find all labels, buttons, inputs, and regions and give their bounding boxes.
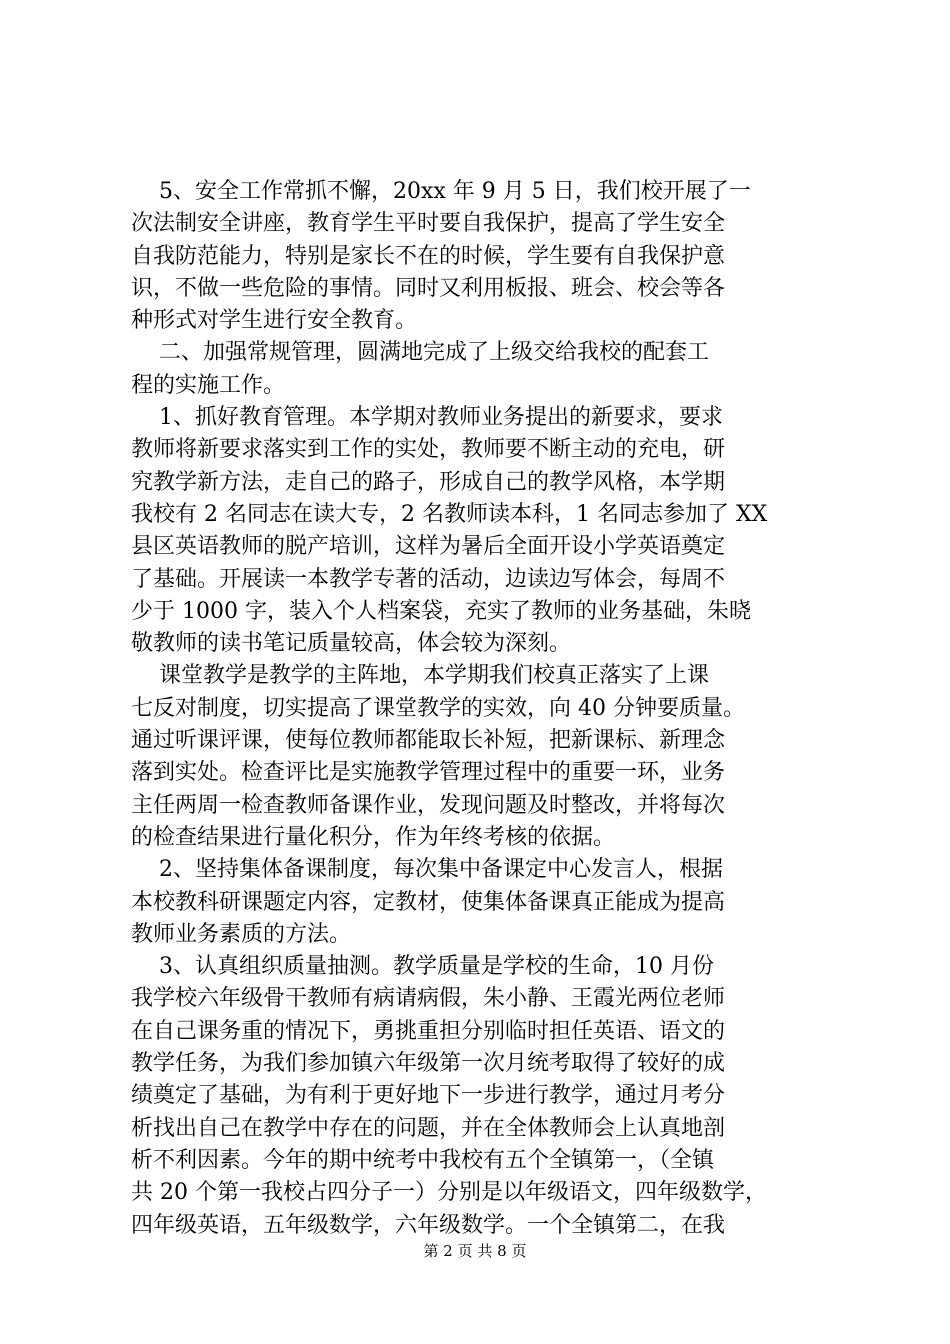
text-line: 二、加强常规管理，圆满地完成了上级交给我校的配套工 — [131, 340, 709, 366]
text-line: 析找出自己在教学中存在的问题，并在全体教师会上认真地剖 — [131, 1115, 726, 1141]
text-line: 5、安全工作常抓不懈，20xx 年 9 月 5 日，我们校开展了一 — [131, 179, 751, 204]
text-line: 县区英语教师的脱产培训，这样为暑后全面开设小学英语奠定 — [131, 534, 726, 560]
text-line: 自我防范能力，特别是家长不在的时候，学生要有自我保护意 — [131, 243, 726, 269]
document-body — [131, 176, 831, 1242]
text-line: 四年级英语，五年级数学，六年级数学。一个全镇第二，在我 — [131, 1212, 726, 1238]
text-line: 析不利因素。今年的期中统考中我校有五个全镇第一，（全镇 — [131, 1147, 715, 1173]
text-line: 绩奠定了基础，为有利于更好地下一步进行教学，通过月考分 — [131, 1083, 726, 1109]
text-line: 主任两周一检查教师备课作业，发现问题及时整改，并将每次 — [131, 792, 726, 818]
text-line: 教师将新要求落实到工作的实处，教师要不断主动的充电，研 — [131, 437, 726, 463]
text-line: 究教学新方法，走自己的路子，形成自己的教学风格，本学期 — [131, 469, 726, 495]
text-line: 的检查结果进行量化积分，作为年终考核的依据。 — [131, 824, 616, 850]
text-line: 共 20 个第一我校占四分子一）分别是以年级语文，四年级数学， — [131, 1180, 767, 1206]
text-line: 敬教师的读书笔记质量较高，体会较为深刻。 — [131, 631, 572, 657]
text-line: 课堂教学是教学的主阵地，本学期我们校真正落实了上课 — [131, 663, 709, 689]
text-line: 我学校六年级骨干教师有病请病假，朱小静、王霞光两位老师 — [131, 986, 726, 1012]
text-line: 种形式对学生进行安全教育。 — [131, 308, 418, 334]
text-line: 程的实施工作。 — [131, 372, 286, 398]
text-line: 次法制安全讲座，教育学生平时要自我保护，提高了学生安全 — [131, 211, 726, 237]
text-line: 通过听课评课，使每位教师都能取长补短，把新课标、新理念 — [131, 728, 726, 754]
text-line: 七反对制度，切实提高了课堂教学的实效，向 40 分钟要质量。 — [131, 695, 745, 721]
page-footer: 第 2 页 共 8 页 — [423, 1242, 527, 1260]
text-line: 少于 1000 字，装入个人档案袋，充实了教师的业务基础，朱晓 — [131, 598, 751, 624]
text-line: 了基础。开展读一本教学专著的活动，边读边写体会，每周不 — [131, 566, 726, 592]
text-line: 识，不做一些危险的事情。同时又利用板报、班会、校会等各 — [131, 275, 726, 301]
text-line: 教学任务，为我们参加镇六年级第一次月统考取得了较好的成 — [131, 1051, 726, 1077]
text-line: 在自己课务重的情况下，勇挑重担分别临时担任英语、语文的 — [131, 1018, 726, 1044]
text-line: 落到实处。检查评比是实施教学管理过程中的重要一环，业务 — [131, 760, 726, 786]
text-line: 1、抓好教育管理。本学期对教师业务提出的新要求，要求 — [131, 405, 723, 431]
text-line: 教师业务素质的方法。 — [131, 921, 352, 947]
text-line: 3、认真组织质量抽测。教学质量是学校的生命，10 月份 — [131, 954, 714, 980]
text-line: 本校教科研课题定内容，定教材，使集体备课真正能成为提高 — [131, 889, 726, 915]
text-line: 2、坚持集体备课制度，每次集中备课定中心发言人，根据 — [131, 857, 723, 883]
text-line: 我校有 2 名同志在读大专，2 名教师读本科，1 名同志参加了 XX — [131, 501, 768, 527]
